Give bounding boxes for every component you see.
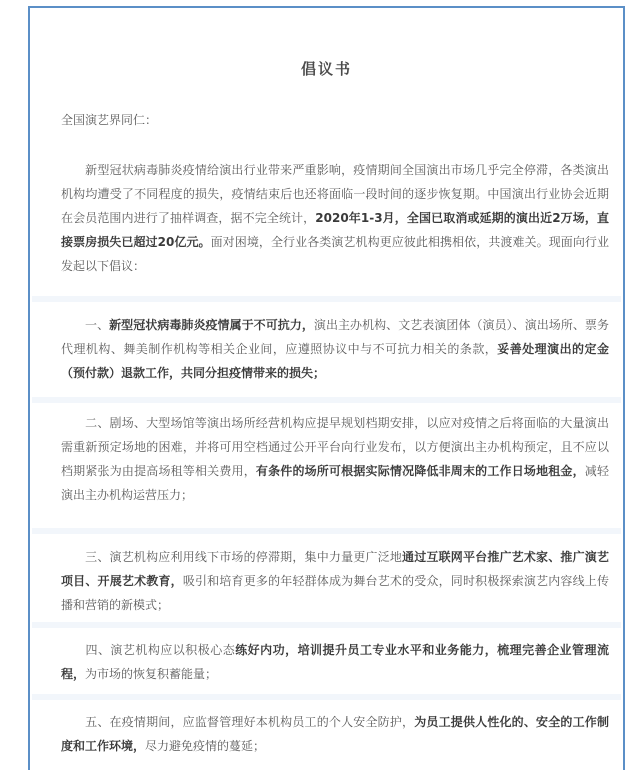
section-divider [32, 694, 621, 700]
salutation: 全国演艺界同仁： [61, 113, 158, 127]
item-1-text-2: 演出主办机构、文艺表演团体（演员）、演出场所、票务代理机构、舞美制作机构等相关企业间，应遵照协议中与不可抗力相关的条款， [61, 318, 609, 356]
proposal-item-1 [61, 313, 609, 385]
item-4-bold-1: 练好内功，培训提升员工专业水平和业务能力，梳理完善企业管理流程， [61, 643, 609, 681]
item-2-bold-1: 有条件的场所可根据实际情况降低非周末的工作日场地租金， [255, 464, 585, 478]
document-page [28, 6, 625, 770]
item-1-bold-1: 新型冠状病毒肺炎疫情属于不可抗力， [109, 318, 314, 332]
intro-text-1: 新型冠状病毒肺炎疫情给演出行业带来严重影响，疫情期间全国演出市场几乎完全停滞，各类演出机构均遭受了不同程度的损失，疫情结束后也还将面临一段时间的逐步恢复期。中国演出行业协会近期在会员范围内进行了抽样调查，据不完全统计， [61, 163, 609, 225]
item-3-bold-1: 通过互联网平台推广艺术家、推广演艺项目、开展艺术教育， [61, 550, 609, 588]
section-divider [32, 397, 621, 403]
proposal-item-2 [61, 411, 609, 507]
item-3-text-1: 三、演艺机构应利用线下市场的停滞期，集中力量更广泛地 [85, 550, 403, 564]
item-2-text-1: 二、剧场、大型场馆等演出场所经营机构应提早规划档期安排，以应对疫情之后将面临的大量演出需重新预定场地的困难，并将可用空档通过公开平台向行业发布，以方便演出主办机构预定，且不应以档期紧张为由提高场租等相关费用， [61, 416, 609, 478]
section-divider [32, 296, 621, 302]
item-5-text-2: 尽力避免疫情的蔓延； [145, 739, 266, 753]
item-2-text-2: 减轻演出主办机构运营压力； [61, 464, 609, 502]
proposal-item-4 [61, 638, 609, 686]
item-5-text-1: 五、在疫情期间，应监督管理好本机构员工的个人安全防护， [85, 715, 415, 729]
intro-paragraph [61, 158, 609, 278]
section-divider [32, 528, 621, 534]
item-4-text-2: 为市场的恢复积蓄能量； [85, 667, 218, 681]
item-4-text-1: 四、演艺机构应以积极心态 [85, 643, 236, 657]
intro-text-2: 面对困境，全行业各类演艺机构更应彼此相携相依，共渡难关。现面向行业发起以下倡议： [61, 235, 609, 273]
section-divider [32, 622, 621, 628]
document-title: 倡议书 [300, 60, 352, 78]
intro-bold-stat: 2020年1-3月，全国已取消或延期的演出近2万场，直接票房损失已超过20亿元。 [61, 211, 609, 249]
item-1-text-1: 一、 [85, 318, 110, 332]
item-1-bold-2: 妥善处理演出的定金（预付款）退款工作，共同分担疫情带来的损失； [61, 342, 609, 380]
proposal-item-3 [61, 545, 609, 617]
item-3-text-2: 吸引和培育更多的年轻群体成为舞台艺术的受众，同时积极探索演艺内容线上传播和营销的新模式； [61, 574, 609, 612]
item-5-bold-1: 为员工提供人性化的、安全的工作制度和工作环境， [61, 715, 609, 753]
proposal-item-5 [61, 710, 609, 758]
